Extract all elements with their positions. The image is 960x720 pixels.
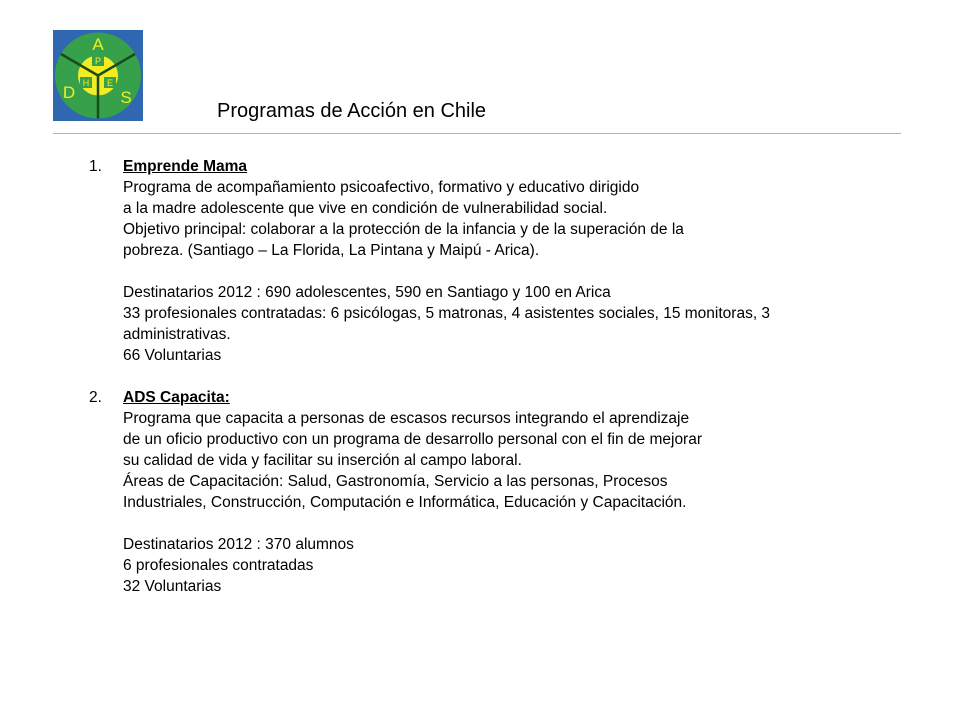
program-line: Objetivo principal: colaborar a la protección de la infancia y de la superación de la <box>123 221 684 238</box>
program-line: Industriales, Construcción, Computación e Informática, Educación y Capacitación. <box>123 494 687 511</box>
logo-letter-s: S <box>120 88 132 107</box>
program-line: de un oficio productivo con un programa de desarrollo personal con el fin de mejorar <box>123 431 703 448</box>
program-line: pobreza. (Santiago – La Florida, La Pintana y Maipú - Arica). <box>123 242 540 259</box>
program-heading: ADS Capacita: <box>123 389 230 406</box>
logo-inner-letter-p: P <box>94 56 102 66</box>
program-line: su calidad de vida y facilitar su inserción al campo laboral. <box>123 452 522 469</box>
program-line-spacer <box>123 513 919 534</box>
program-body <box>123 156 919 366</box>
program-line: Programa de acompañamiento psicoafectivo, formativo y educativo dirigido <box>123 179 640 196</box>
program-line-spacer <box>123 261 919 282</box>
program-line: 32 Voluntarias <box>123 578 222 595</box>
program-item-emprende-mama <box>89 156 919 366</box>
title-divider <box>53 133 901 134</box>
program-heading: Emprende Mama <box>123 158 248 175</box>
program-line: Destinatarios 2012 : 370 alumnos <box>123 536 354 553</box>
program-body <box>123 387 919 597</box>
program-line: 66 Voluntarias <box>123 347 222 364</box>
logo-inner-letter-h: H <box>82 78 90 88</box>
logo-inner-letter-e: E <box>106 78 114 88</box>
logo-letter-a: A <box>92 35 104 54</box>
program-number: 2. <box>89 389 102 406</box>
program-line: Áreas de Capacitación: Salud, Gastronomía, Servicio a las personas, Procesos <box>123 473 668 490</box>
program-item-ads-capacita <box>89 387 919 597</box>
program-line: Programa que capacita a personas de escasos recursos integrando el aprendizaje <box>123 410 690 427</box>
program-line: a la madre adolescente que vive en condición de vulnerabilidad social. <box>123 200 608 217</box>
ads-logo-graphic <box>53 30 143 121</box>
program-line: 33 profesionales contratadas: 6 psicólogas, 5 matronas, 4 asistentes sociales, 15 monitoras, 3 <box>123 305 771 322</box>
program-line: Destinatarios 2012 : 690 adolescentes, 590 en Santiago y 100 en Arica <box>123 284 611 301</box>
program-line: 6 profesionales contratadas <box>123 557 314 574</box>
program-list <box>89 156 919 597</box>
page-title: Programas de Acción en Chile <box>217 100 487 122</box>
program-line: administrativas. <box>123 326 231 343</box>
program-number: 1. <box>89 158 102 175</box>
ads-logo <box>53 30 143 121</box>
logo-letter-d: D <box>62 83 76 102</box>
